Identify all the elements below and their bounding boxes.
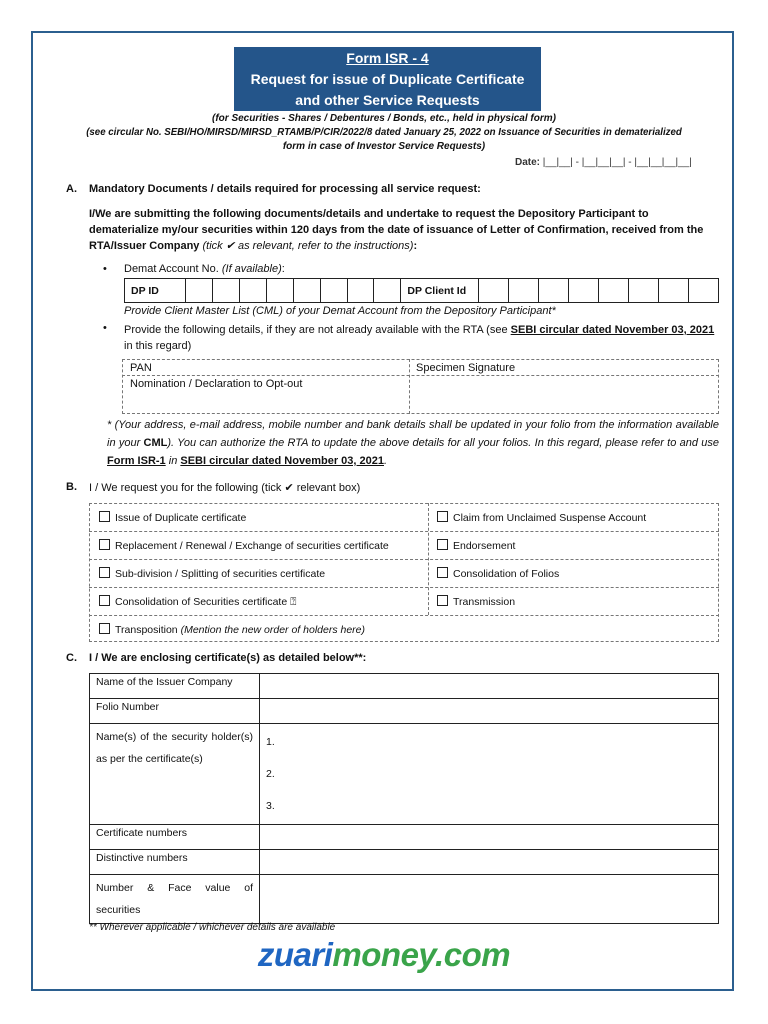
dp-id-box[interactable] <box>347 279 374 303</box>
form-title-box <box>234 47 541 111</box>
folio-input[interactable] <box>260 699 719 724</box>
checkbox-icon[interactable] <box>437 539 448 550</box>
bullet-demat <box>124 263 285 275</box>
bullet-dot-1: • <box>103 263 107 275</box>
section-a-para-italic: (tick ✔ as relevant, refer to the instructions) <box>202 240 414 252</box>
section-a-heading: Mandatory Documents / details required for processing all service request: <box>89 183 481 195</box>
form-isr1-link[interactable]: Form ISR-1 <box>107 455 166 467</box>
client-id-box[interactable] <box>479 279 509 303</box>
checkbox-icon[interactable] <box>99 567 110 578</box>
option-duplicate-certificate[interactable] <box>91 504 246 532</box>
section-a-paragraph <box>89 206 719 254</box>
dp-id-box[interactable] <box>212 279 239 303</box>
section-a-letter: A. <box>66 183 77 195</box>
subtitle-2: (see circular No. SEBI/HO/MIRSD/MIRSD_RTAMB/P/CIR/2022/8 dated January 25, 2022 on Issuance of Securities in dematerialized <box>86 127 682 138</box>
option-label: Consolidation of Folios <box>453 568 560 580</box>
option-label: Endorsement <box>453 540 516 552</box>
dp-id-box[interactable] <box>320 279 347 303</box>
subtitle-3: form in case of Investor Service Requests) <box>282 141 486 152</box>
sebi-circular-link-2[interactable]: SEBI circular dated November 03, 2021 <box>180 455 384 467</box>
client-id-box[interactable] <box>539 279 569 303</box>
demat-note: (If available) <box>221 263 282 275</box>
rta-text-end: in this regard) <box>124 340 192 352</box>
checkbox-icon[interactable] <box>99 623 110 634</box>
cml-note: Provide Client Master List (CML) of your Demat Account from the Depository Participant* <box>124 305 556 317</box>
dp-client-id-label: DP Client Id <box>401 279 479 303</box>
nomination-label: Nomination / Declaration to Opt-out <box>130 378 303 390</box>
client-id-box[interactable] <box>688 279 718 303</box>
dp-id-box[interactable] <box>293 279 320 303</box>
option-unclaimed-suspense[interactable] <box>429 504 646 532</box>
client-id-box[interactable] <box>599 279 629 303</box>
note-cml: CML <box>143 437 168 449</box>
issuer-input[interactable] <box>260 674 719 699</box>
checkbox-icon[interactable] <box>99 539 110 550</box>
certificate-numbers-label: Certificate numbers <box>90 825 260 850</box>
option-consolidation-certificate[interactable] <box>91 588 296 616</box>
section-b-heading: I / We request you for the following (tick ✔ relevant box) <box>89 482 361 494</box>
face-value-label: Number & Face value of securities <box>90 875 260 924</box>
form-title-line3: and other Service Requests <box>295 92 480 108</box>
holder-label: Name(s) of the security holder(s) as per the certificate(s) <box>90 724 260 825</box>
issuer-label: Name of the Issuer Company <box>90 674 260 699</box>
checkbox-icon[interactable] <box>437 595 448 606</box>
sebi-circular-link[interactable]: SEBI circular dated November 03, 2021 <box>510 324 715 336</box>
client-id-box[interactable] <box>569 279 599 303</box>
checkbox-icon[interactable] <box>437 511 448 522</box>
option-transmission[interactable] <box>429 588 515 616</box>
dp-account-table <box>124 278 719 303</box>
option-label: Transmission <box>453 596 516 608</box>
subtitle-1: (for Securities - Shares / Debentures / Bonds, etc., held in physical form) <box>212 113 556 124</box>
section-c-heading: I / We are enclosing certificate(s) as detailed below**: <box>89 652 367 664</box>
option-label: Claim from Unclaimed Suspense Account <box>453 512 647 524</box>
note-part1: * (Your address, e-mail address, mobile number and bank details shall be updated in your folio from the information available in your <box>107 419 719 449</box>
option-transposition[interactable] <box>91 616 365 644</box>
rta-text: Provide the following details, if they are not already available with the RTA (see <box>124 324 508 336</box>
note-in: in <box>168 455 178 467</box>
option-label: Transposition <box>115 624 178 636</box>
holder-num-3: 3. <box>266 800 275 812</box>
pan-table-row-line <box>122 375 719 376</box>
checkbox-icon[interactable] <box>99 511 110 522</box>
form-title-line2: Request for issue of Duplicate Certificate <box>250 71 525 87</box>
option-label: Issue of Duplicate certificate <box>115 512 247 524</box>
option-consolidation-folios[interactable] <box>429 560 559 588</box>
option-label: Sub-division / Splitting of securities certificate <box>115 568 326 580</box>
option-sub-division[interactable] <box>91 560 325 588</box>
logo-part2: money.com <box>332 936 511 973</box>
transposition-note: (Mention the new order of holders here) <box>180 624 366 636</box>
dp-id-box[interactable] <box>239 279 266 303</box>
dp-id-box[interactable] <box>374 279 401 303</box>
option-label: Consolidation of Securities certificate ⍰ <box>115 596 297 608</box>
holder-input[interactable] <box>260 724 719 825</box>
date-field[interactable] <box>515 157 692 168</box>
option-replacement[interactable] <box>91 532 389 560</box>
checkbox-icon[interactable] <box>437 567 448 578</box>
date-blanks: |__|__| - |__|__|__| - |__|__|__|__| <box>542 157 692 168</box>
holder-num-2: 2. <box>266 768 275 780</box>
demat-end: : <box>281 263 285 275</box>
specimen-signature-label: Specimen Signature <box>416 362 516 374</box>
certificate-numbers-input[interactable] <box>260 825 719 850</box>
section-c-footnote: ** Wherever applicable / whichever details are available <box>89 922 336 933</box>
section-a-para-bold: I/We are submitting the following documents/details and undertake to request the Depository Participant to dematerialize my/our securities within 120 days from the date of issuance of Letter of Confirmation, received from the RTA/Issuer Company <box>89 208 704 252</box>
note-part2: ). You can authorize the RTA to update the above details for all your folios. In this regard, please refer to and use <box>167 437 719 449</box>
checkbox-icon[interactable] <box>99 595 110 606</box>
option-endorsement[interactable] <box>429 532 515 560</box>
date-label: Date: <box>515 157 541 168</box>
form-title: Form ISR - 4 <box>346 50 429 66</box>
client-id-box[interactable] <box>628 279 658 303</box>
option-label: Replacement / Renewal / Exchange of securities certificate <box>115 540 389 552</box>
note-end: . <box>383 455 388 467</box>
section-a-para-end: : <box>413 240 418 252</box>
section-b-letter: B. <box>66 481 77 493</box>
pan-label: PAN <box>130 362 152 374</box>
section-c-letter: C. <box>66 652 77 664</box>
dp-id-label: DP ID <box>125 279 186 303</box>
dp-id-box[interactable] <box>266 279 293 303</box>
distinctive-numbers-input[interactable] <box>260 850 719 875</box>
bullet-dot-2: • <box>103 322 107 334</box>
holder-num-1: 1. <box>266 736 275 748</box>
zuarimoney-logo <box>0 936 768 974</box>
distinctive-numbers-label: Distinctive numbers <box>90 850 260 875</box>
logo-part1: zuari <box>257 936 333 973</box>
certificate-details-table <box>89 673 719 924</box>
client-id-box[interactable] <box>658 279 688 303</box>
demat-label: Demat Account No. <box>124 263 219 275</box>
pan-table-divider <box>409 359 410 414</box>
client-id-box[interactable] <box>509 279 539 303</box>
dp-id-box[interactable] <box>185 279 212 303</box>
folio-label: Folio Number <box>90 699 260 724</box>
face-value-input[interactable] <box>260 875 719 924</box>
address-update-note <box>107 416 719 470</box>
bullet-rta-details <box>124 322 719 354</box>
